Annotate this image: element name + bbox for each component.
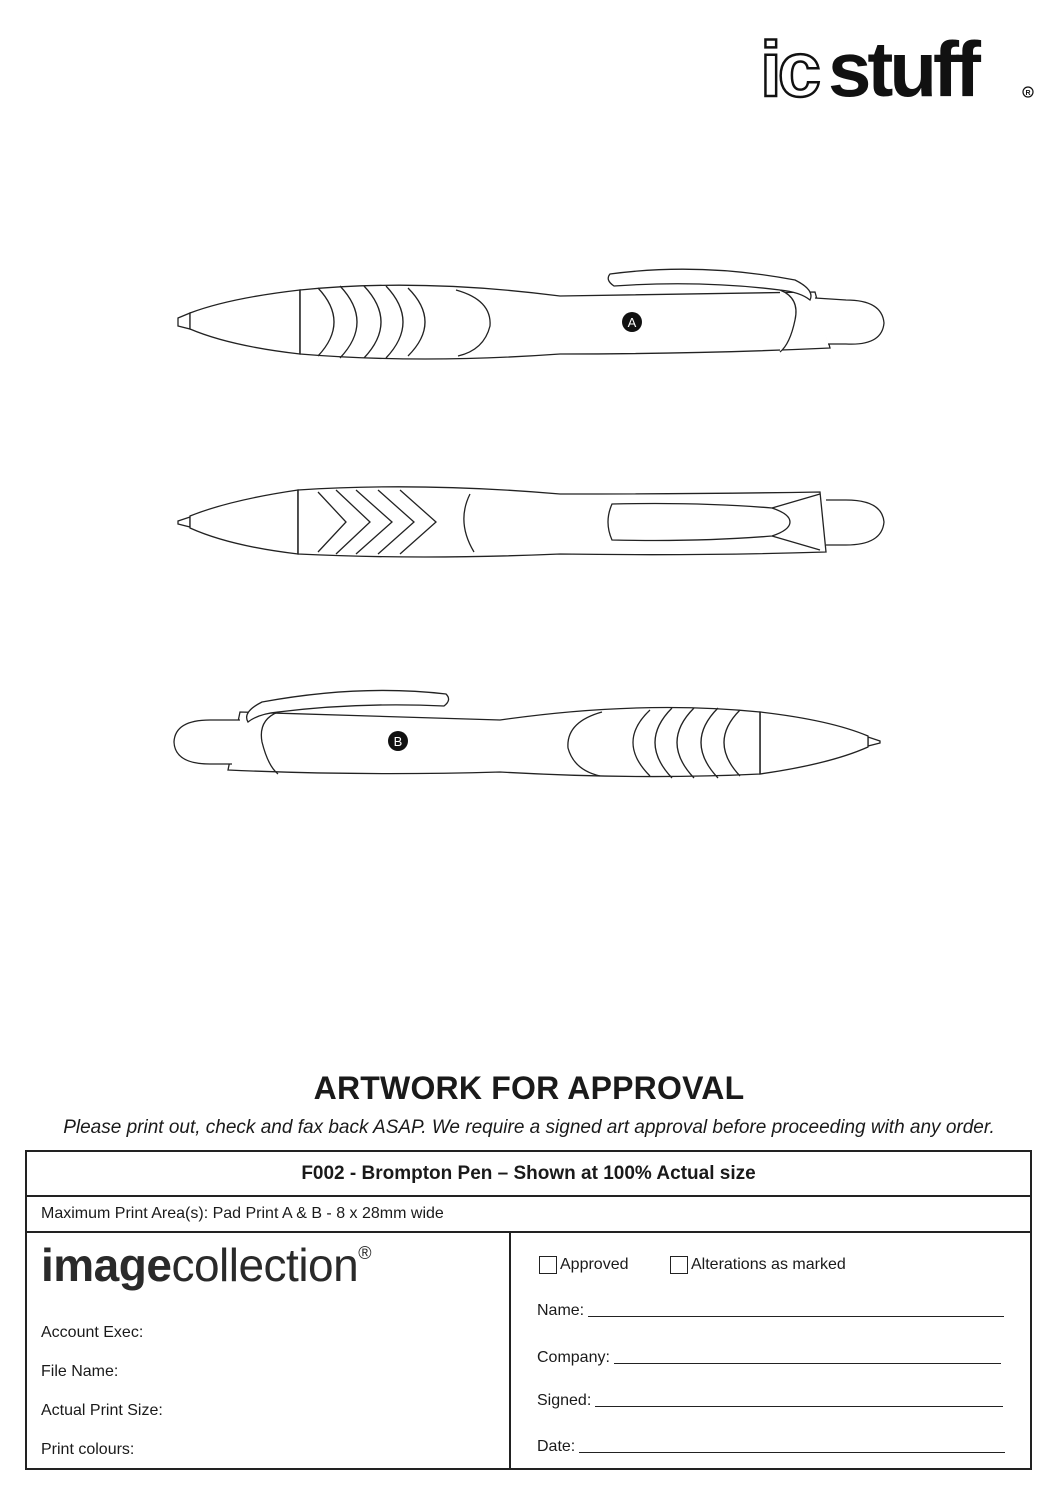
actual-print-size-label: Actual Print Size: (41, 1402, 163, 1419)
date-line[interactable] (579, 1451, 1005, 1453)
alterations-option[interactable] (670, 1256, 846, 1274)
print-area-a-label: A (627, 315, 637, 330)
form-divider (509, 1233, 511, 1470)
date-label: Date: (537, 1438, 576, 1455)
account-exec-label: Account Exec: (41, 1324, 144, 1341)
approved-label: Approved (560, 1256, 629, 1273)
signed-line[interactable] (595, 1405, 1003, 1407)
company-field[interactable] (537, 1349, 1001, 1367)
svg-text:ic: ic (760, 28, 818, 108)
file-name-label: File Name: (41, 1363, 119, 1380)
pen-side-view-a (178, 269, 884, 359)
imagecollection-logo: imagecollection® (41, 1239, 371, 1291)
signed-field[interactable] (537, 1392, 1003, 1410)
name-label: Name: (537, 1302, 585, 1319)
pen-side-view-b (174, 690, 880, 778)
pen-front-view (178, 487, 884, 557)
page-instructions: Please print out, check and fax back ASAP. We require a signed art approval before proceeding with any order. (63, 1117, 995, 1138)
page-title: ARTWORK FOR APPROVAL (313, 1070, 745, 1106)
print-area-line: Maximum Print Area(s): Pad Print A & B - 8 x 28mm wide (27, 1197, 1030, 1233)
company-label: Company: (537, 1349, 610, 1366)
svg-text:R: R (1025, 90, 1031, 97)
approved-option[interactable] (539, 1256, 629, 1274)
company-line[interactable] (614, 1362, 1001, 1364)
print-colours-label: Print colours: (41, 1441, 135, 1458)
svg-text:stuff: stuff (828, 28, 977, 108)
alterations-checkbox[interactable] (670, 1256, 688, 1274)
approved-checkbox[interactable] (539, 1256, 557, 1274)
name-line[interactable] (588, 1315, 1004, 1317)
alterations-label: Alterations as marked (691, 1256, 846, 1273)
print-area-b-label: B (393, 734, 403, 749)
product-line: F002 - Brompton Pen – Shown at 100% Actual size (27, 1152, 1030, 1197)
name-field[interactable] (537, 1302, 1004, 1320)
approval-form (25, 1150, 1032, 1470)
date-field[interactable] (537, 1438, 1005, 1456)
signed-label: Signed: (537, 1392, 592, 1409)
